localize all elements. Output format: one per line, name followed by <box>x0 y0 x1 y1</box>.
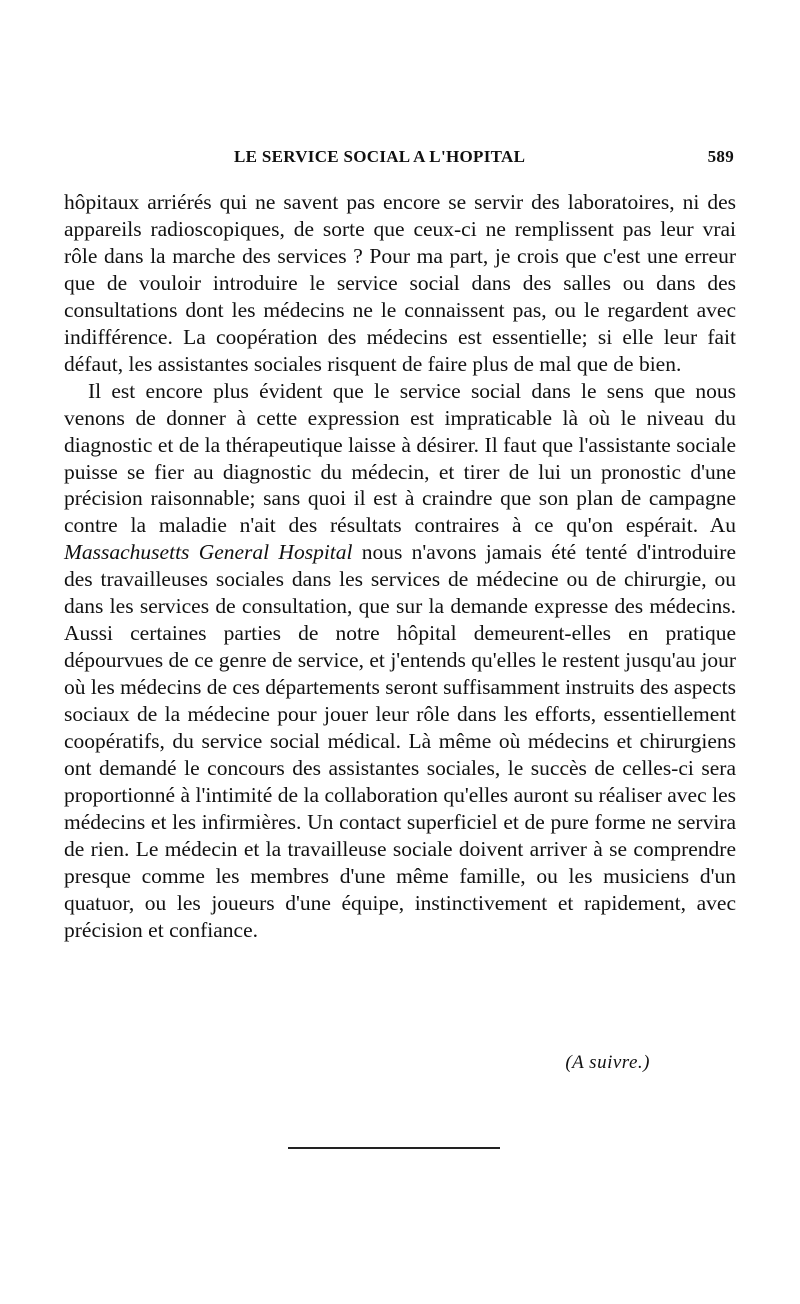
continuation-note: (A suivre.) <box>565 1052 650 1073</box>
paragraph-2 <box>64 378 736 944</box>
paragraph-2-text-before: Il est encore plus évident que le service social dans le sens que nous venons de donner à cette expression est impraticable là où le niveau du diagnostic et de la thérapeutique laisse à désirer. Il faut que l'assistante sociale puisse se fier au diagnostic du médecin, et tirer de lui un pronostic d'une précision raisonnable; sans quoi il est à craindre que son plan de campagne contre la maladie n'ait des résultats contraires à ce qu'on espérait. Au <box>64 378 736 538</box>
body-text <box>64 189 736 944</box>
end-rule-divider <box>288 1147 500 1149</box>
running-title: LE SERVICE SOCIAL A L'HOPITAL <box>234 147 526 166</box>
paragraph-2-text-after: nous n'avons jamais été tenté d'introduire des travailleuses sociales dans les services de médecine ou de chirurgie, ou dans les services de consultation, que sur la demande expresse des médecins. Aussi certaines parties de notre hôpital demeurent-elles en pratique dépourvues de ce genre de service, et j'entends qu'elles le restent jusqu'au jour où les médecins de ces départements seront suffisamment instruits des aspects sociaux de la médecine pour jouer leur rôle dans les efforts, essentiellement coopératifs, du service social médical. Là même où médecins et chirurgiens ont demandé le concours des assistantes sociales, le succès de celles-ci sera proportionné à l'intimité de la collaboration qu'elles auront su réaliser avec les médecins et les infirmières. Un contact superficiel et de pure forme ne servira de rien. Le médecin et la travailleuse sociale doivent arriver à se comprendre presque comme les membres d'une même famille, ou les musiciens d'un quatuor, ou les joueurs d'une équipe, instinctivement et rapidement, avec précision et confiance. <box>64 540 736 942</box>
running-header <box>64 143 736 173</box>
paragraph-1: hôpitaux arriérés qui ne savent pas encore se servir des laboratoires, ni des appareils radioscopiques, de sorte que ceux-ci ne remplissent pas leur vrai rôle dans la marche des services ? Pour ma part, je crois que c'est une erreur que de vouloir introduire le service social dans des salles ou dans des consultations dont les médecins ne le connaissent pas, ou le regardent avec indifférence. La coopération des médecins est essentielle; si elle leur fait défaut, les assistantes sociales risquent de faire plus de mal que de bien. <box>64 190 736 376</box>
hospital-name: Massachusetts General Hospital <box>64 540 353 565</box>
page-number: 589 <box>707 147 734 166</box>
